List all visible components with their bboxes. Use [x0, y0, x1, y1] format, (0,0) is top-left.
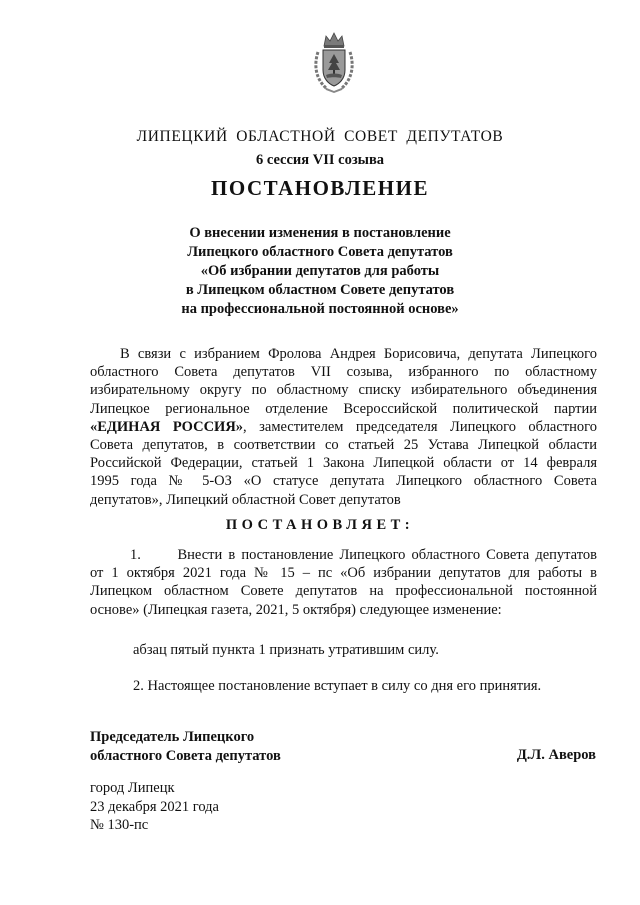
signatory-title-line: областного Совета депутатов [90, 748, 281, 764]
signatory-title-line: Председатель Липецкого [90, 729, 255, 745]
preamble-line: Совета депутатов, в соответствии со статьей 25 Устава Липецкой области [90, 437, 597, 454]
title-line: О внесении изменения в постановление [189, 225, 451, 241]
item-1-line: основе» (Липецкая газета, 2021, 5 октября) следующее изменение: [90, 601, 502, 618]
document-title [0, 224, 640, 319]
preamble-line [90, 418, 597, 436]
item-1-line: Липецком областном Совете депутатов на профессиональной постоянной [90, 583, 597, 600]
signatory-title [90, 728, 281, 766]
item-1-line: от 1 октября 2021 года № 15 – пс «Об избрании депутатов для работы в [90, 565, 597, 582]
session-label: 6 сессия VII созыва [255, 152, 385, 168]
item-1-line: 1. Внести в постановление Липецкого областного Совета депутатов [130, 547, 597, 563]
document-footer [90, 779, 219, 835]
item-1-paragraph [90, 546, 597, 619]
decree-heading: ПОСТАНОВЛЯЕТ: [225, 517, 415, 533]
signatory-name: Д.Л. Аверов [516, 747, 596, 763]
footer-city: город Липецк [90, 780, 175, 796]
preamble-line: Липецкое региональное отделение Всероссийской политической партии [90, 400, 597, 417]
council-name: ЛИПЕЦКИЙ ОБЛАСТНОЙ СОВЕТ ДЕПУТАТОВ [136, 128, 504, 145]
footer-date: 23 декабря 2021 года [90, 798, 219, 815]
preamble-line: избирательному округу по областному списку избирательного объединения [90, 382, 597, 399]
amendment-text: абзац пятый пункта 1 признать утратившим силу. [133, 642, 439, 658]
preamble-line: депутатов», Липецкий областной Совет депутатов [90, 491, 401, 508]
preamble-line: В связи с избранием Фролова Андрея Борисовича, депутата Липецкого [120, 346, 597, 362]
title-line: в Липецком областном Совете депутатов [185, 282, 455, 298]
party-name: «ЕДИНАЯ РОССИЯ» [90, 418, 244, 435]
title-line: «Об избрании депутатов для работы [200, 263, 440, 279]
document-type: ПОСТАНОВЛЕНИЕ [211, 176, 429, 200]
footer-number: № 130-пс [90, 817, 149, 833]
coat-of-arms-icon [312, 30, 356, 94]
title-line: Липецкого областного Совета депутатов [187, 244, 453, 260]
item-2-text: 2. Настоящее постановление вступает в силу со дня его принятия. [133, 678, 542, 694]
preamble-paragraph [90, 345, 597, 509]
preamble-line: 1995 года № 5-ОЗ «О статусе депутата Липецкого областного Совета [90, 473, 597, 490]
preamble-line: областного Совета депутатов VII созыва, избранного по областному [90, 364, 597, 381]
preamble-line: Российской Федерации, статьей 1 Закона Липецкой области от 14 февраля [90, 455, 597, 472]
title-line: на профессиональной постоянной основе» [181, 301, 459, 317]
preamble-line-rest: , заместителем председателя Липецкого областного [243, 418, 597, 435]
